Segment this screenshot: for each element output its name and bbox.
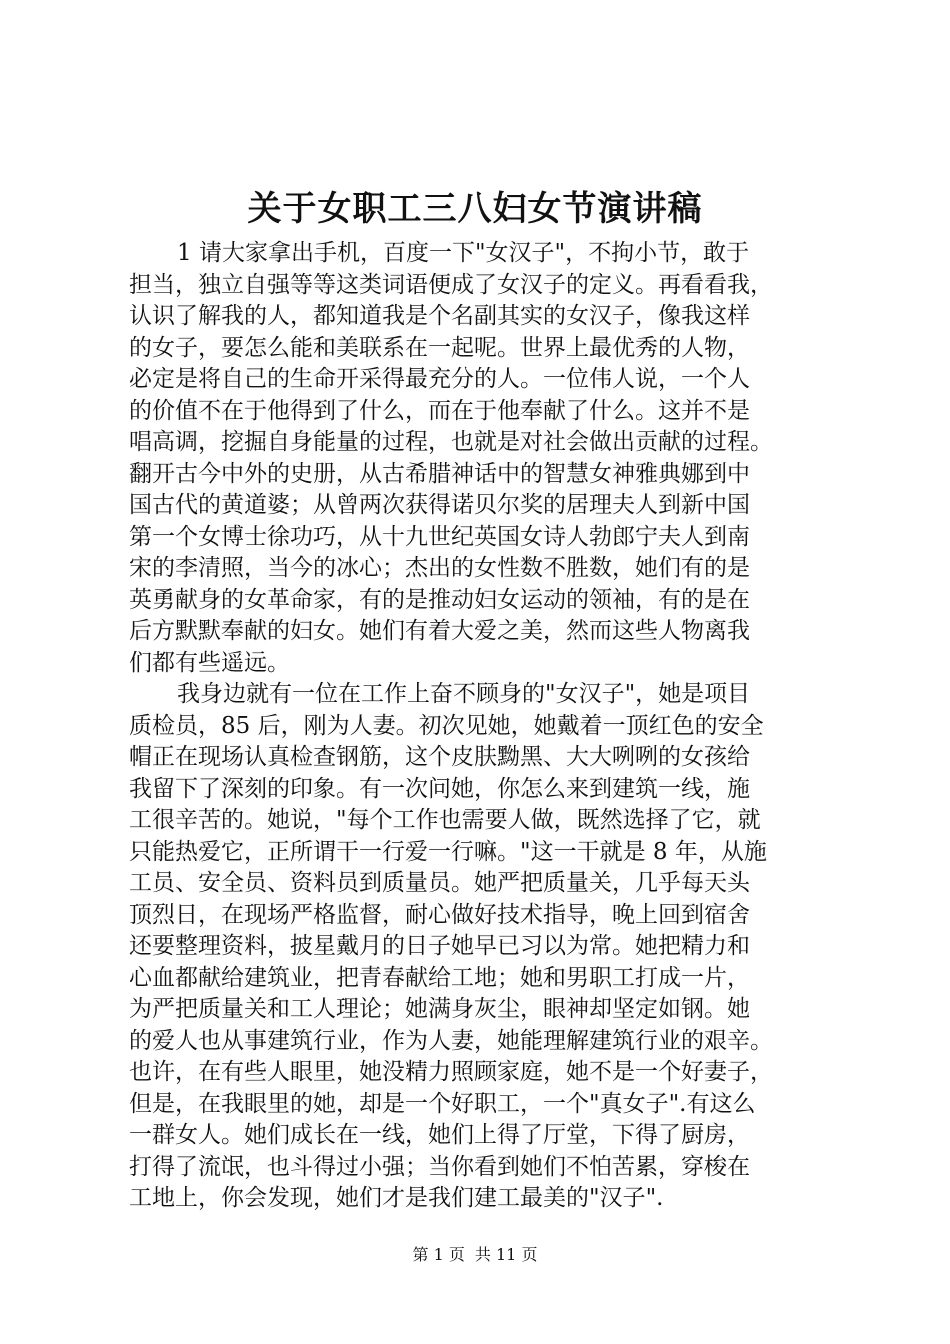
text-line: 第一个女博士徐功巧，从十九世纪英国女诗人勃郎宁夫人到南 [129, 523, 750, 550]
page-footer [0, 1244, 950, 1266]
document-body [129, 238, 827, 1215]
text-line: 唱高调，挖掘自身能量的过程，也就是对社会做出贡献的过程。 [129, 429, 773, 455]
text-line: 一群女人。她们成长在一线，她们上得了厅堂，下得了厨房， [129, 1122, 750, 1148]
page-title: 关于女职工三八妇女节演讲稿 [247, 189, 703, 229]
text-line: 认识了解我的人，都知道我是个名副其实的女汉子，像我这样 [129, 303, 750, 329]
text-line: 工员、安全员、资料员到质量员。她严把质量关，几乎每天头 [129, 870, 750, 896]
text-line: 担当，独立自强等等这类词语便成了女汉子的定义。再看看我， [129, 271, 773, 298]
text-line: 英勇献身的女革命家，有的是推动妇女运动的领袖，有的是在 [129, 586, 750, 613]
text-line: 工地上，你会发现，她们才是我们建工最美的"汉子". [129, 1185, 664, 1211]
text-line: 的女子，要怎么能和美联系在一起呢。世界上最优秀的人物， [129, 334, 750, 361]
text-line: 我留下了深刻的印象。有一次问她，你怎么来到建筑一线，施 [129, 775, 750, 802]
text-line: 后方默默奉献的妇女。她们有着大爱之美，然而这些人物离我 [129, 618, 750, 644]
text-line: 打得了流氓，也斗得过小强；当你看到她们不怕苦累，穿梭在 [129, 1153, 750, 1180]
text-line: 1 请大家拿出手机，百度一下"女汉子"，不拘小节，敢于 [177, 240, 750, 266]
page-total: 共 11 页 [474, 1245, 538, 1264]
text-line: 们都有些遥远。 [129, 649, 290, 676]
text-line: 只能热爱它，正所谓干一行爱一行嘛。"这一干就是 8 年，从施 [129, 838, 767, 865]
text-line: 也许，在有些人眼里，她没精力照顾家庭，她不是一个好妻子， [129, 1059, 773, 1085]
text-line: 还要整理资料，披星戴月的日子她早已习以为常。她把精力和 [129, 933, 750, 959]
text-line: 翻开古今中外的史册，从古希腊神话中的智慧女神雅典娜到中 [129, 460, 750, 487]
text-line: 的价值不在于他得到了什么，而在于他奉献了什么。这并不是 [129, 397, 750, 424]
page-number: 第 1 页 [412, 1245, 465, 1264]
text-line: 质检员，85 后，刚为人妻。初次见她，她戴着一顶红色的安全 [129, 712, 764, 739]
paragraph-1 [129, 238, 827, 679]
text-line: 心血都献给建筑业，把青春献给工地；她和男职工打成一片， [129, 964, 750, 991]
paragraph-2 [129, 679, 827, 1215]
text-line: 工很辛苦的。她说，"每个工作也需要人做，既然选择了它，就 [129, 807, 761, 833]
text-line: 帽正在现场认真检查钢筋，这个皮肤黝黑、大大咧咧的女孩给 [129, 744, 750, 770]
text-line: 国古代的黄道婆；从曾两次获得诺贝尔奖的居理夫人到新中国 [129, 492, 750, 518]
text-line: 我身边就有一位在工作上奋不顾身的"女汉子"，她是项目 [177, 681, 751, 707]
text-line: 但是，在我眼里的她，却是一个好职工，一个"真女子".有这么 [129, 1090, 756, 1117]
text-line: 宋的李清照，当今的冰心；杰出的女性数不胜数，她们有的是 [129, 555, 750, 581]
text-line: 为严把质量关和工人理论；她满身灰尘，眼神却坚定如钢。她 [129, 996, 750, 1022]
text-line: 顶烈日，在现场严格监督，耐心做好技术指导，晚上回到宿舍 [129, 901, 750, 928]
text-line: 必定是将自己的生命开采得最充分的人。一位伟人说，一个人 [129, 366, 750, 392]
text-line: 的爱人也从事建筑行业，作为人妻，她能理解建筑行业的艰辛。 [129, 1027, 773, 1054]
